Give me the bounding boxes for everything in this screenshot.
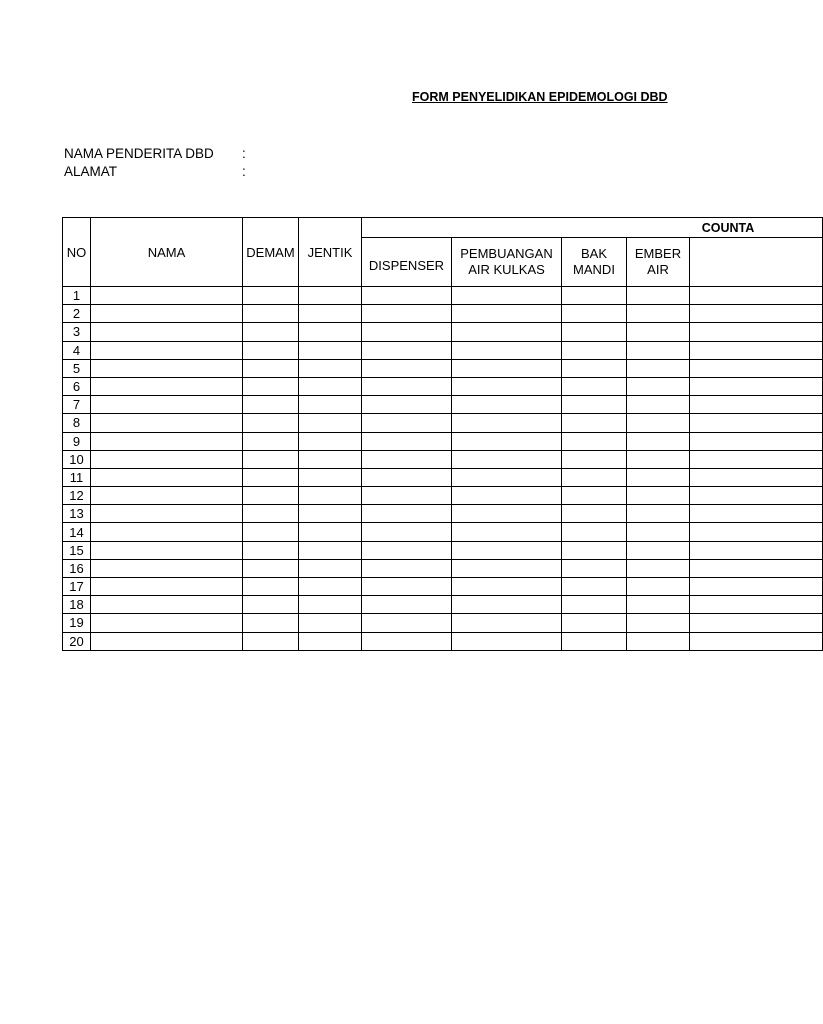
table-row [63, 559, 823, 577]
cell-demam[interactable] [243, 614, 299, 632]
cell-no: 10 [63, 450, 91, 468]
cell-pembuangan[interactable] [452, 596, 562, 614]
form-table-wrapper [62, 217, 755, 657]
cell-pembuangan[interactable] [452, 359, 562, 377]
header-row [63, 218, 823, 238]
cell-dispenser[interactable] [362, 377, 452, 395]
cell-dispenser[interactable] [362, 487, 452, 505]
table-row [63, 487, 823, 505]
field-label-alamat: ALAMAT [64, 164, 118, 179]
cell-extra[interactable] [690, 305, 823, 323]
cell-pembuangan[interactable] [452, 468, 562, 486]
cell-demam[interactable] [243, 396, 299, 414]
cell-pembuangan[interactable] [452, 632, 562, 650]
cell-nama[interactable] [91, 432, 243, 450]
cell-bak-mandi[interactable] [562, 377, 627, 395]
cell-dispenser[interactable] [362, 287, 452, 305]
cell-nama[interactable] [91, 596, 243, 614]
form-table [62, 217, 823, 651]
cell-no: 12 [63, 487, 91, 505]
cell-nama[interactable] [91, 377, 243, 395]
cell-no: 5 [63, 359, 91, 377]
cell-extra[interactable] [690, 505, 823, 523]
cell-pembuangan[interactable] [452, 559, 562, 577]
table-row [63, 323, 823, 341]
cell-pembuangan[interactable] [452, 323, 562, 341]
cell-extra[interactable] [690, 287, 823, 305]
table-row [63, 541, 823, 559]
cell-extra[interactable] [690, 396, 823, 414]
cell-extra[interactable] [690, 432, 823, 450]
cell-dispenser[interactable] [362, 505, 452, 523]
table-row [63, 359, 823, 377]
cell-no: 15 [63, 541, 91, 559]
cell-ember-air[interactable] [627, 632, 690, 650]
cell-ember-air[interactable] [627, 596, 690, 614]
cell-nama[interactable] [91, 341, 243, 359]
cell-jentik[interactable] [299, 377, 362, 395]
cell-pembuangan[interactable] [452, 377, 562, 395]
header-dispenser: DISPENSER [362, 238, 452, 287]
cell-no: 3 [63, 323, 91, 341]
cell-dispenser[interactable] [362, 578, 452, 596]
page-title: FORM PENYELIDIKAN EPIDEMOLOGI DBD [412, 90, 668, 104]
cell-extra[interactable] [690, 468, 823, 486]
cell-jentik[interactable] [299, 523, 362, 541]
cell-no: 7 [63, 396, 91, 414]
cell-pembuangan[interactable] [452, 487, 562, 505]
cell-demam[interactable] [243, 541, 299, 559]
cell-demam[interactable] [243, 341, 299, 359]
cell-ember-air[interactable] [627, 287, 690, 305]
cell-demam[interactable] [243, 323, 299, 341]
cell-pembuangan[interactable] [452, 305, 562, 323]
cell-pembuangan[interactable] [452, 523, 562, 541]
cell-jentik[interactable] [299, 614, 362, 632]
cell-nama[interactable] [91, 505, 243, 523]
cell-bak-mandi[interactable] [562, 505, 627, 523]
header-container-group: COUNTA [362, 218, 823, 238]
cell-jentik[interactable] [299, 487, 362, 505]
table-row [63, 468, 823, 486]
cell-extra[interactable] [690, 377, 823, 395]
cell-bak-mandi[interactable] [562, 487, 627, 505]
header-extra-column [690, 238, 823, 287]
cell-bak-mandi[interactable] [562, 559, 627, 577]
cell-bak-mandi[interactable] [562, 323, 627, 341]
cell-no: 2 [63, 305, 91, 323]
cell-dispenser[interactable] [362, 614, 452, 632]
cell-extra[interactable] [690, 414, 823, 432]
cell-ember-air[interactable] [627, 432, 690, 450]
cell-pembuangan[interactable] [452, 287, 562, 305]
cell-bak-mandi[interactable] [562, 523, 627, 541]
cell-bak-mandi[interactable] [562, 541, 627, 559]
cell-jentik[interactable] [299, 414, 362, 432]
cell-demam[interactable] [243, 523, 299, 541]
cell-extra[interactable] [690, 523, 823, 541]
cell-extra[interactable] [690, 323, 823, 341]
cell-ember-air[interactable] [627, 359, 690, 377]
cell-ember-air[interactable] [627, 487, 690, 505]
table-row [63, 432, 823, 450]
header-jentik: JENTIK [299, 218, 362, 287]
cell-jentik[interactable] [299, 341, 362, 359]
cell-pembuangan[interactable] [452, 450, 562, 468]
cell-jentik[interactable] [299, 541, 362, 559]
cell-ember-air[interactable] [627, 523, 690, 541]
cell-bak-mandi[interactable] [562, 450, 627, 468]
cell-demam[interactable] [243, 432, 299, 450]
cell-extra[interactable] [690, 541, 823, 559]
cell-nama[interactable] [91, 632, 243, 650]
cell-extra[interactable] [690, 450, 823, 468]
cell-demam[interactable] [243, 305, 299, 323]
cell-no: 19 [63, 614, 91, 632]
cell-extra[interactable] [690, 614, 823, 632]
cell-pembuangan[interactable] [452, 396, 562, 414]
cell-dispenser[interactable] [362, 523, 452, 541]
table-row [63, 578, 823, 596]
cell-bak-mandi[interactable] [562, 305, 627, 323]
cell-dispenser[interactable] [362, 323, 452, 341]
cell-jentik[interactable] [299, 596, 362, 614]
cell-ember-air[interactable] [627, 541, 690, 559]
cell-ember-air[interactable] [627, 450, 690, 468]
cell-pembuangan[interactable] [452, 432, 562, 450]
cell-no: 9 [63, 432, 91, 450]
cell-demam[interactable] [243, 578, 299, 596]
cell-bak-mandi[interactable] [562, 596, 627, 614]
cell-extra[interactable] [690, 341, 823, 359]
cell-nama[interactable] [91, 323, 243, 341]
cell-no: 11 [63, 468, 91, 486]
cell-ember-air[interactable] [627, 305, 690, 323]
cell-jentik[interactable] [299, 287, 362, 305]
cell-no: 4 [63, 341, 91, 359]
header-pembuangan-air-kulkas: PEMBUANGAN AIR KULKAS [452, 238, 562, 287]
cell-dispenser[interactable] [362, 341, 452, 359]
cell-jentik[interactable] [299, 359, 362, 377]
cell-no: 14 [63, 523, 91, 541]
cell-jentik[interactable] [299, 450, 362, 468]
cell-no: 17 [63, 578, 91, 596]
cell-nama[interactable] [91, 414, 243, 432]
cell-dispenser[interactable] [362, 414, 452, 432]
header-demam: DEMAM [243, 218, 299, 287]
cell-dispenser[interactable] [362, 305, 452, 323]
cell-dispenser[interactable] [362, 596, 452, 614]
cell-no: 18 [63, 596, 91, 614]
cell-demam[interactable] [243, 505, 299, 523]
table-row [63, 396, 823, 414]
table-row [63, 632, 823, 650]
cell-jentik[interactable] [299, 396, 362, 414]
cell-ember-air[interactable] [627, 377, 690, 395]
field-separator: : [242, 164, 246, 179]
cell-ember-air[interactable] [627, 578, 690, 596]
header-nama: NAMA [91, 218, 243, 287]
cell-demam[interactable] [243, 559, 299, 577]
field-label-nama-penderita: NAMA PENDERITA DBD [64, 146, 214, 161]
cell-extra[interactable] [690, 632, 823, 650]
field-separator: : [242, 146, 246, 161]
cell-dispenser[interactable] [362, 559, 452, 577]
cell-jentik[interactable] [299, 632, 362, 650]
cell-ember-air[interactable] [627, 505, 690, 523]
table-row [63, 523, 823, 541]
cell-nama[interactable] [91, 523, 243, 541]
cell-extra[interactable] [690, 596, 823, 614]
cell-extra[interactable] [690, 559, 823, 577]
cell-demam[interactable] [243, 468, 299, 486]
cell-jentik[interactable] [299, 468, 362, 486]
cell-nama[interactable] [91, 559, 243, 577]
table-row [63, 341, 823, 359]
cell-demam[interactable] [243, 414, 299, 432]
header-ember-air: EMBER AIR [627, 238, 690, 287]
table-row [63, 505, 823, 523]
field-alamat [64, 164, 246, 179]
cell-nama[interactable] [91, 450, 243, 468]
cell-ember-air[interactable] [627, 414, 690, 432]
cell-ember-air[interactable] [627, 614, 690, 632]
cell-nama[interactable] [91, 468, 243, 486]
cell-no: 6 [63, 377, 91, 395]
cell-pembuangan[interactable] [452, 414, 562, 432]
cell-nama[interactable] [91, 541, 243, 559]
cell-nama[interactable] [91, 396, 243, 414]
cell-jentik[interactable] [299, 505, 362, 523]
cell-demam[interactable] [243, 596, 299, 614]
cell-pembuangan[interactable] [452, 505, 562, 523]
table-row [63, 596, 823, 614]
cell-ember-air[interactable] [627, 559, 690, 577]
cell-nama[interactable] [91, 305, 243, 323]
cell-nama[interactable] [91, 578, 243, 596]
cell-dispenser[interactable] [362, 632, 452, 650]
cell-jentik[interactable] [299, 578, 362, 596]
cell-jentik[interactable] [299, 305, 362, 323]
cell-dispenser[interactable] [362, 450, 452, 468]
cell-bak-mandi[interactable] [562, 614, 627, 632]
cell-pembuangan[interactable] [452, 541, 562, 559]
cell-nama[interactable] [91, 487, 243, 505]
cell-demam[interactable] [243, 287, 299, 305]
cell-bak-mandi[interactable] [562, 432, 627, 450]
cell-no: 13 [63, 505, 91, 523]
cell-no: 8 [63, 414, 91, 432]
table-row [63, 450, 823, 468]
cell-dispenser[interactable] [362, 359, 452, 377]
cell-dispenser[interactable] [362, 468, 452, 486]
cell-bak-mandi[interactable] [562, 632, 627, 650]
cell-demam[interactable] [243, 632, 299, 650]
cell-pembuangan[interactable] [452, 578, 562, 596]
cell-dispenser[interactable] [362, 541, 452, 559]
field-nama-penderita [64, 146, 246, 161]
cell-extra[interactable] [690, 487, 823, 505]
cell-bak-mandi[interactable] [562, 414, 627, 432]
cell-bak-mandi[interactable] [562, 341, 627, 359]
cell-demam[interactable] [243, 487, 299, 505]
cell-bak-mandi[interactable] [562, 468, 627, 486]
table-row [63, 414, 823, 432]
cell-dispenser[interactable] [362, 432, 452, 450]
cell-ember-air[interactable] [627, 468, 690, 486]
table-row [63, 305, 823, 323]
cell-no: 16 [63, 559, 91, 577]
cell-no: 1 [63, 287, 91, 305]
cell-nama[interactable] [91, 614, 243, 632]
cell-pembuangan[interactable] [452, 614, 562, 632]
cell-ember-air[interactable] [627, 396, 690, 414]
cell-pembuangan[interactable] [452, 341, 562, 359]
cell-demam[interactable] [243, 450, 299, 468]
cell-bak-mandi[interactable] [562, 359, 627, 377]
cell-dispenser[interactable] [362, 396, 452, 414]
cell-no: 20 [63, 632, 91, 650]
cell-bak-mandi[interactable] [562, 578, 627, 596]
cell-jentik[interactable] [299, 432, 362, 450]
table-row [63, 287, 823, 305]
cell-demam[interactable] [243, 377, 299, 395]
cell-bak-mandi[interactable] [562, 396, 627, 414]
cell-jentik[interactable] [299, 323, 362, 341]
cell-extra[interactable] [690, 578, 823, 596]
cell-demam[interactable] [243, 359, 299, 377]
header-no: NO [63, 218, 91, 287]
cell-jentik[interactable] [299, 559, 362, 577]
header-bak-mandi: BAK MANDI [562, 238, 627, 287]
cell-ember-air[interactable] [627, 341, 690, 359]
table-row [63, 614, 823, 632]
cell-bak-mandi[interactable] [562, 287, 627, 305]
cell-extra[interactable] [690, 359, 823, 377]
cell-ember-air[interactable] [627, 323, 690, 341]
cell-nama[interactable] [91, 287, 243, 305]
table-row [63, 377, 823, 395]
cell-nama[interactable] [91, 359, 243, 377]
